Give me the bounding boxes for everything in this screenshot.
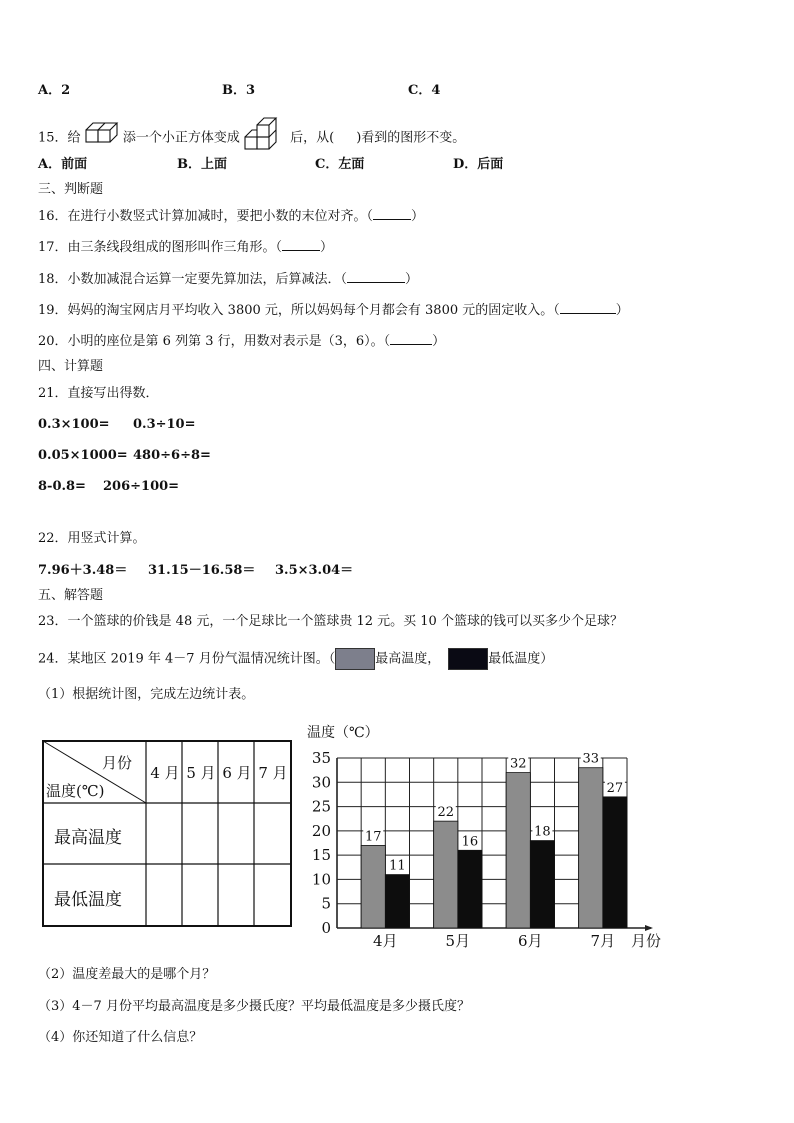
section-5-heading: 五、解答题 <box>38 588 104 603</box>
q21-item-4: 480÷6÷8= <box>133 448 211 463</box>
q19-answer-blank <box>560 301 616 314</box>
q24-sub2: （2）温度差最大的是哪个月？ <box>38 967 216 982</box>
x-tick-label: 7月 <box>590 932 616 950</box>
table-header-month: 月份 <box>102 754 133 772</box>
y-tick-label: 0 <box>321 919 331 937</box>
q24-sub4: （4）你还知道了什么信息？ <box>38 1030 203 1045</box>
q22-item-1: 7.96＋3.48＝ <box>38 563 128 578</box>
data-label: 22 <box>437 805 455 821</box>
y-tick-label: 15 <box>311 846 331 865</box>
question-15 <box>38 117 465 159</box>
question-19 <box>38 301 629 320</box>
y-tick-label: 10 <box>311 870 331 889</box>
q16-close: ） <box>411 209 425 224</box>
q14-option-a: A．2 <box>38 83 71 98</box>
y-tick-label: 35 <box>311 749 331 767</box>
q17-answer-blank <box>282 238 320 251</box>
legend-low-swatch <box>448 648 488 670</box>
data-label: 32 <box>509 756 527 772</box>
question-23: 23．一个篮球的价钱是 48 元，一个足球比一个篮球贵 12 元。买 10 个篮球的钱可以买多少个足球？ <box>38 614 623 629</box>
bar-low <box>603 797 627 928</box>
q15-option-d: D．后面 <box>453 157 504 172</box>
q19-text: 19．妈妈的淘宝网店月平均收入 3800 元，所以妈妈每个月都会有 3800 元的固定收入。（ <box>38 303 560 318</box>
cube-pair-icon <box>85 119 119 157</box>
x-tick-label: 5月 <box>445 932 471 950</box>
q15-middle: 添一个小正方体变成 <box>122 130 240 146</box>
question-18 <box>38 270 418 289</box>
q21-item-5: 8-0.8= <box>38 479 86 494</box>
y-axis-label: 温度（℃） <box>307 725 379 741</box>
x-axis-label: 月份 <box>631 932 662 950</box>
q15-number: 15．给 <box>38 130 81 146</box>
question-24 <box>38 648 553 670</box>
x-axis-arrow <box>645 925 653 931</box>
table-header-temp: 温度(℃) <box>46 782 105 800</box>
data-label: 16 <box>461 834 479 850</box>
q20-close: ） <box>432 334 446 349</box>
y-tick-label: 25 <box>311 797 331 816</box>
y-tick-label: 5 <box>321 894 331 913</box>
q20-text: 20．小明的座位是第 6 列第 3 行，用数对表示是（3，6）。（ <box>38 334 391 349</box>
legend-high-swatch <box>335 648 375 670</box>
q16-answer-blank <box>373 207 411 220</box>
statistics-table <box>42 740 292 927</box>
q18-text: 18．小数加减混合运算一定要先算加法，后算减法．（ <box>38 272 348 287</box>
section-4-heading: 四、计算题 <box>38 359 104 374</box>
bar-high <box>434 821 458 928</box>
q24-sub3: （3）4－7 月份平均最高温度是多少摄氏度？平均最低温度是多少摄氏度？ <box>38 999 470 1014</box>
q22-title: 22．用竖式计算。 <box>38 531 146 546</box>
bar-high <box>506 773 530 928</box>
x-tick-label: 6月 <box>518 932 543 950</box>
y-tick-label: 30 <box>311 773 331 792</box>
q14-option-c: C．4 <box>408 83 441 98</box>
q15-option-b: B．上面 <box>177 157 227 172</box>
data-label: 17 <box>364 829 382 845</box>
table-month-4: 4 月 <box>150 764 180 782</box>
table-row-low: 最低温度 <box>54 890 122 910</box>
data-label: 33 <box>582 751 600 767</box>
q21-item-3: 0.05×1000= <box>38 448 128 463</box>
bar-low <box>385 875 409 928</box>
data-label: 11 <box>389 858 406 874</box>
table-row-high: 最高温度 <box>54 828 122 848</box>
q17-close: ） <box>320 240 334 255</box>
section-3-heading: 三、判断题 <box>38 182 104 197</box>
question-17 <box>38 238 333 257</box>
temperature-chart <box>305 718 665 954</box>
cube-l-shape-icon <box>244 117 286 159</box>
q22-item-3: 3.5×3.04＝ <box>275 563 354 578</box>
bar-high <box>361 845 385 928</box>
q15-option-c: C．左面 <box>315 157 365 172</box>
q21-title: 21．直接写出得数． <box>38 386 159 401</box>
q18-close: ） <box>405 272 419 287</box>
data-label: 27 <box>606 780 624 796</box>
legend-high-label: 最高温度， <box>375 651 441 667</box>
x-tick-label: 4月 <box>373 932 398 950</box>
y-tick-label: 20 <box>311 821 331 840</box>
q15-option-a: A．前面 <box>38 157 88 172</box>
q21-item-2: 0.3÷10= <box>133 417 196 432</box>
bar-high <box>579 768 603 928</box>
q14-option-b: B．3 <box>222 83 256 98</box>
question-16 <box>38 207 424 226</box>
chart-svg <box>305 718 665 950</box>
q24-text: 24．某地区 2019 年 4－7 月份气温情况统计图。（ <box>38 651 336 667</box>
q24-sub1: （1）根据统计图，完成左边统计表。 <box>38 687 255 702</box>
question-20 <box>38 332 445 351</box>
q16-text: 16．在进行小数竖式计算加减时，要把小数的末位对齐。（ <box>38 209 374 224</box>
q15-end2: )看到的图形不变。 <box>356 130 466 146</box>
table-month-6: 6 月 <box>222 764 252 782</box>
q19-close: ） <box>615 303 629 318</box>
q21-item-1: 0.3×100= <box>38 417 110 432</box>
data-label: 18 <box>534 824 551 840</box>
bar-low <box>530 841 554 928</box>
legend-low-label: 最低温度） <box>488 651 554 667</box>
q22-item-2: 31.15－16.58＝ <box>148 563 256 578</box>
bar-low <box>458 850 482 928</box>
table-month-7: 7 月 <box>258 764 288 782</box>
q15-end: 后，从( <box>290 130 335 146</box>
q17-text: 17．由三条线段组成的图形叫作三角形。（ <box>38 240 283 255</box>
table-month-5: 5 月 <box>186 764 216 782</box>
q21-item-6: 206÷100= <box>103 479 180 494</box>
q20-answer-blank <box>390 332 432 345</box>
q18-answer-blank <box>347 270 405 283</box>
